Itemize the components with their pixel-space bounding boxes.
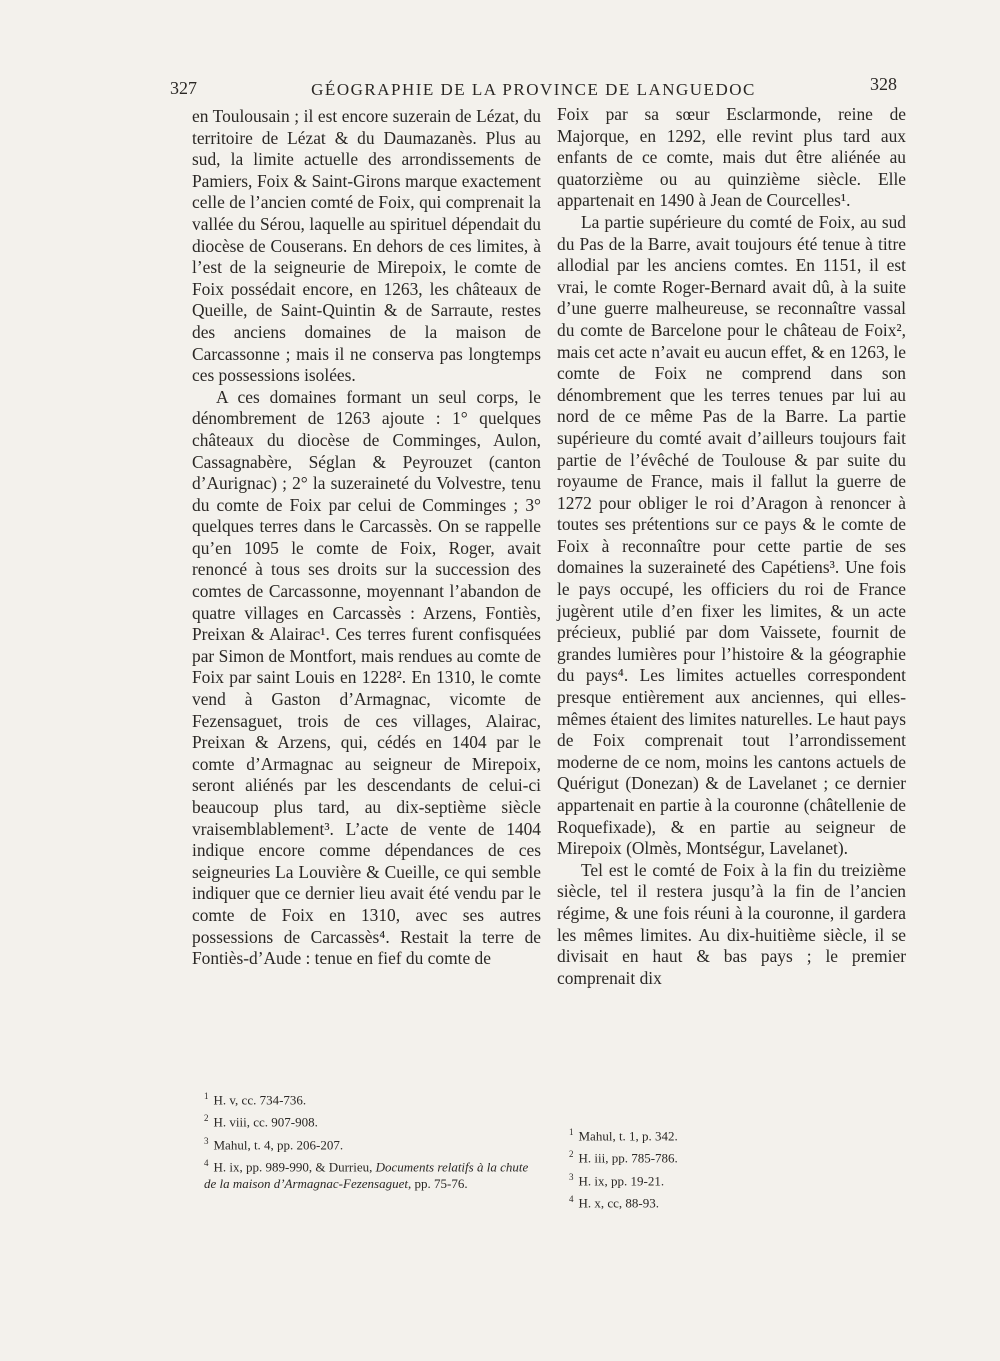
footnote-number: 3 [569, 1171, 574, 1182]
footnote-text: Mahul, t. 1, p. 342. [578, 1128, 678, 1144]
footnote [557, 1124, 906, 1144]
footnote [192, 1110, 541, 1130]
paragraph: en Toulousain ; il est encore suzerain de Lézat, du territoire de Lézat & du Daumazanès. Plus au sud, la limite actuelle des arrondissements de Pamiers, Foix & Saint-Girons marque exactement celle de l’ancien comté de Foix, qui comprenait la vallée du Sérou, laquelle au spirituel dépendait du diocèse de Couserans. En dehors de ces limites, à l’est de la seigneurie de Mirepoix, le comte de Foix possédait encore, en 1263, les châteaux de Queille, de Saint-Quintin & de Sarraute, restes des anciens domaines de la maison de Carcassonne ; mais il ne conserva pas longtemps ces possessions isolées. [192, 106, 541, 386]
right-column [557, 104, 906, 989]
footnote [192, 1088, 541, 1108]
page-number-left: 327 [170, 78, 197, 98]
footnote-text: H. iii, pp. 785-786. [578, 1150, 678, 1166]
footnote-number: 1 [569, 1127, 574, 1137]
footnote-number: 3 [204, 1135, 209, 1146]
footnote-number: 1 [204, 1091, 209, 1101]
footnote-tail: , pp. 75-76. [408, 1176, 468, 1192]
footnote [557, 1191, 906, 1211]
footnotes-right [557, 1124, 906, 1213]
paragraph: La partie supérieure du comté de Foix, au sud du Pas de la Barre, avait toujours été tenue à titre allodial par les anciens comtes. En 1151, il est vrai, le comte Roger-Bernard avait dû, à la suite d’une guerre malheureuse, se reconnaître vassal du comte de Barcelone pour le château de Foix², mais cet acte n’avait eu aucun effet, & en 1263, le comte de Foix ne comprend dans son dénombrement que les terres tenues par lui au nord de ce même Pas de la Barre. La partie supérieure du comté avait d’ailleurs toujours fait partie de l’évêché de Toulouse & par suite du royaume de France, mais il fallut la guerre de 1272 pour obliger le roi d’Aragon à renoncer à toutes ses prétentions sur ce pays & le comte de Foix à reconnaître pour cette partie de ses domaines la suzeraineté des Capétiens³. Une fois le pays occupé, les officiers du roi de France jugèrent utile d’en fixer les limites, & un acte précieux, publié par dom Vaissete, fournit de grandes lumières pour l’histoire & la géographie du pays⁴. Les limites actuelles correspondent presque entièrement aux anciennes, qui elles-mêmes étaient des limites naturelles. Le haut pays de Foix comprenait tout l’arrondissement moderne de ce nom, moins les cantons actuels de Quérigut (Donezan) & de Lavelanet ; ce dernier appartenait en partie à la couronne (châtellenie de Roquefixade), & en partie au seigneur de Mirepoix (Olmès, Montségur, Lavelanet). [557, 211, 906, 859]
footnote [557, 1146, 906, 1166]
footnote-number: 4 [204, 1157, 209, 1168]
footnote-title: Documents relatifs à la chute de la maison d’Armagnac-Fezensaguet [204, 1159, 529, 1192]
left-column [192, 106, 541, 970]
page-header [170, 74, 897, 104]
footnote-text: Mahul, t. 4, pp. 206-207. [213, 1136, 344, 1152]
footnote-text: H. ix, pp. 989-990, & Durrieu, [213, 1159, 376, 1175]
paragraph: A ces domaines formant un seul corps, le dénombrement de 1263 ajoute : 1° quelques châteaux du diocèse de Comminges, Aulon, Cassagnabère, Séglan & Peyrouzet (canton d’Aurignac) ; 2° la suzeraineté du Volvestre, tenu du comte de Foix par celui de Comminges ; 3° quelques terres dans le Carcassès. On se rappelle qu’en 1095 le comte de Foix, Roger, avait renoncé à tous ses droits sur la succession des comtes de Carcassonne, moyennant l’abandon de quatre villages en Carcassès : Arzens, Fontiès, Preixan & Alairac¹. Ces terres furent confisquées par Simon de Montfort, mais rendues au comte de Foix par saint Louis en 1228². En 1310, le comte vend à Gaston d’Armagnac, vicomte de Fezensaguet, trois de ces villages, Alairac, Preixan & Arzens, qui, cédés en 1404 par le comte d’Armagnac au seigneur de Mirepoix, seront aliénés par les descendants de celui-ci beaucoup plus tard, au dix-septième siècle vraisemblablement³. L’acte de vente de 1404 indique encore comme dépendances de ces seigneuries La Louvière & Cueille, ce qui semble indiquer que ce dernier lieu avait été vendu par le comte de Foix en 1310, avec ses autres possessions de Carcassès⁴. Restait la terre de Fontiès-d’Aude : tenue en fief du comte de [192, 386, 541, 969]
footnote-text: H. viii, cc. 907-908. [213, 1114, 318, 1130]
footnote [192, 1133, 541, 1153]
footnote-number: 2 [569, 1149, 574, 1160]
footnote-text: H. ix, pp. 19-21. [578, 1172, 665, 1188]
paragraph: Tel est le comté de Foix à la fin du treizième siècle, tel il restera jusqu’à la fin de l’ancien régime, & une fois réuni à la couronne, il gardera les mêmes limites. Au dix-huitième siècle, il se divisait en haut & bas pays ; le premier comprenait dix [557, 859, 906, 988]
footnote-text: H. v, cc. 734-736. [213, 1092, 307, 1108]
footnote [192, 1155, 541, 1192]
running-title: GÉOGRAPHIE DE LA PROVINCE DE LANGUEDOC [311, 80, 756, 99]
page-number-right: 328 [870, 74, 897, 94]
footnote-number: 2 [204, 1113, 209, 1124]
footnote-text: H. x, cc, 88-93. [578, 1195, 660, 1211]
footnote-number: 4 [569, 1193, 574, 1204]
footnote [557, 1169, 906, 1189]
footnotes-left [192, 1088, 541, 1194]
paragraph: Foix par sa sœur Esclarmonde, reine de Majorque, en 1292, elle revint plus tard aux enfants de ce comte, mais dut être aliénée au quatorzième ou au quinzième siècle. Elle appartenait en 1490 à Jean de Courcelles¹. [557, 104, 906, 211]
